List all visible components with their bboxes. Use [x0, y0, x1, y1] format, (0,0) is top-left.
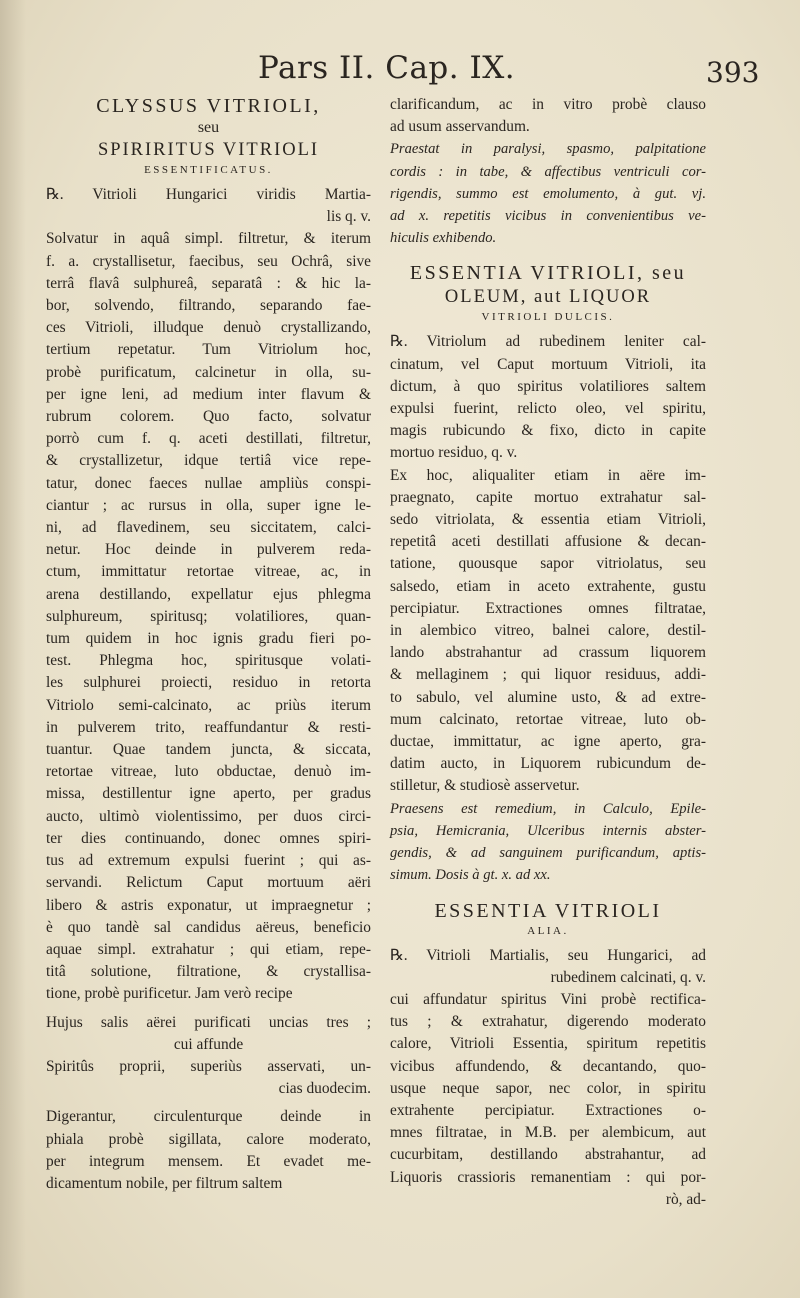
usage-note-italic — [390, 138, 706, 249]
text-line: sulphureum, spiritusq; volatiliores, quan- — [46, 607, 371, 625]
text-line: titâ solutione, filtratione, & crystallisa- — [46, 963, 371, 981]
text-line: cui affunde — [173, 1035, 244, 1053]
text-line: mortuo residuo, q. v. — [390, 444, 518, 462]
text-line: aquae simpl. extrahatur ; qui etiam, repe- — [46, 940, 371, 958]
text-line: aucto, ultimò violentissimo, per duos circi- — [46, 807, 371, 825]
section-subtitle-spiritus: SPIRIRITUS VITRIOLI — [97, 140, 320, 160]
text-line: in pulverem trito, reaffundantur & resti- — [46, 718, 371, 736]
section-subtitle-dulcis: VITRIOLI DULCIS. — [481, 311, 615, 324]
right-column — [390, 94, 706, 1211]
essentia-body-text — [390, 331, 706, 797]
text-line: terrâ flavâ sulphureâ, separatâ : & hic la- — [46, 274, 371, 292]
text-line: rò, ad- — [665, 1190, 706, 1208]
text-line: f. a. crystallisetur, faecibus, seu Ochrâ, sive — [46, 252, 371, 270]
text-line: porrò cum f. q. aceti destillati, filtretur, — [46, 430, 371, 448]
text-line: retortae vitreae, luto obductae, denuò im- — [46, 763, 371, 781]
text-line: per integrum mensem. Et evadet me- — [46, 1152, 371, 1170]
text-line: gendis, & ad sanguinem purificandum, aptis- — [390, 845, 706, 862]
text-line: ctum, immittatur retortae vitreae, ac, in — [46, 563, 371, 581]
text-line: ductae, immittatur, ac igne aperto, gra- — [390, 733, 706, 751]
text-line: salsedo, etiam in aceto extrahente, gustu — [390, 577, 706, 595]
section-title-essentia-alia: ESSENTIA VITRIOLI — [434, 899, 662, 922]
title-connector: seu — [197, 119, 220, 136]
alia-body-text — [390, 945, 706, 1211]
text-line: percipiatur. Extractiones omnes filtratae, — [390, 599, 706, 617]
text-line: cucurbitam, destillando abstrahantur, ad — [390, 1146, 706, 1164]
text-line: & mellaginem ; qui liquor residuus, addi- — [390, 666, 706, 684]
text-line: les sulphurei proiecti, residuo in retorta — [46, 674, 371, 692]
text-line: ℞. Vitrioli Hungarici viridis Martia- — [46, 186, 371, 203]
text-line: Vitriolo semi-calcinato, ac priùs iterum — [46, 696, 371, 714]
left-column — [46, 94, 371, 1195]
text-line: phiala probè sigillata, calore moderato, — [46, 1130, 371, 1148]
text-line: praegnato, capite mortuo extrahatur sal- — [390, 488, 706, 506]
text-line: per igne leni, ad medium inter flavum & — [46, 385, 371, 403]
text-line: rubedinem calcinati, q. v. — [550, 968, 706, 986]
text-line: tuantur. Quae tandem juncta, & siccata, — [46, 741, 371, 759]
text-line: Liquoris crassioris remanentiam : qui por- — [390, 1168, 706, 1186]
text-line: stilletur, & studiosè asservetur. — [390, 777, 580, 795]
left-body-text — [46, 184, 371, 1006]
text-line: tatione, quousque sapor vitriolatus, seu — [390, 555, 706, 573]
text-line: Spiritûs proprii, superiùs asservati, un- — [46, 1057, 371, 1075]
running-head: Pars II. Cap. IX. — [258, 50, 516, 86]
continuation-text — [390, 94, 706, 138]
text-line: Praestat in paralysi, spasmo, palpitatione — [390, 141, 706, 158]
text-line: to sabulo, vel alumine usto, & ad extre- — [390, 688, 706, 706]
text-line: ad x. repetitis vicibus in convenientibus ve- — [390, 208, 706, 225]
text-line: è quo tandè sal candidus aëreus, beneficio — [46, 918, 371, 936]
text-line: simum. Dosis à gt. x. ad xx. — [390, 867, 551, 884]
section-title-clyssus: CLYSSUS VITRIOLI, — [96, 95, 321, 117]
text-line: cordis : in tabe, & affectibus ventriculi cor- — [390, 163, 706, 180]
remedy-note-italic — [390, 798, 706, 887]
text-line: netur. Hoc deinde in pulverem reda- — [46, 541, 371, 559]
section-subtitle-oleum: OLEUM, aut LIQUOR — [444, 287, 652, 308]
text-line: sedo vitriolata, & essentia etiam Vitrioli, — [390, 511, 706, 529]
text-line: ℞. Vitrioli Martialis, seu Hungarici, ad — [390, 946, 706, 964]
text-line: tum quidem in hoc ignis gradu fieri po- — [46, 630, 371, 648]
text-line: bor, solvendo, filtrando, separando fae- — [46, 297, 371, 315]
recipe-block — [46, 1012, 371, 1101]
text-line: probè purificatum, calcinetur in olla, su- — [46, 363, 371, 381]
text-line: mum calcinato, retortae vitreae, luto ob- — [390, 710, 706, 728]
text-line: missa, destillentur igne aperto, per gradus — [46, 785, 371, 803]
text-line: vicibus affundendo, & decantando, quo- — [390, 1057, 706, 1075]
text-line: ni, ad flavedinem, seu siccitatem, calci- — [46, 519, 371, 537]
text-line: Solvatur in aquâ simpl. filtretur, & iterum — [46, 230, 371, 248]
text-line: magis rubicundo & fixo, dicto in capite — [390, 422, 706, 440]
text-line: ciantur ; ac rursus in olla, super igne le- — [46, 496, 371, 514]
text-line: dicamentum nobile, per filtrum saltem — [46, 1174, 283, 1192]
section-title-essentia: ESSENTIA VITRIOLI, seu — [409, 262, 687, 285]
text-line: lando abstrahantur ad crassum liquorem — [390, 644, 706, 662]
text-line: psia, Hemicrania, Ulceribus internis abster- — [390, 822, 706, 839]
text-line: cinatum, vel Caput mortuum Vitrioli, ita — [390, 355, 706, 373]
text-line: datim aucto, in Liquorem rubicundum de- — [390, 755, 706, 773]
text-line: ces Vitrioli, illudque denuò crystallizando, — [46, 319, 371, 337]
text-line: in alembico vitreo, balnei calore, destil- — [390, 622, 706, 640]
text-line: cias duodecim. — [278, 1080, 371, 1098]
text-line: Ex hoc, aliqualiter etiam in aëre im- — [390, 466, 706, 484]
section-subtitle-alia: ALIA. — [527, 924, 569, 937]
closing-paragraph — [46, 1106, 371, 1195]
text-line: ad usum asservandum. — [390, 118, 530, 136]
text-line: lis q. v. — [326, 208, 371, 226]
text-line: cui affundatur spiritus Vini probè rectifica- — [390, 990, 706, 1008]
text-line: Hujus salis aërei purificati uncias tres ; — [46, 1013, 371, 1031]
text-line: tertium repetatur. Tum Vitriolum hoc, — [46, 341, 371, 359]
text-line: tus ad extremum expulsi fuerint ; qui as- — [46, 852, 371, 870]
page-header — [0, 50, 800, 100]
text-line: ℞. Vitriolum ad rubedinem leniter cal- — [390, 333, 706, 351]
text-line: tus ; & extrahatur, digerendo moderato — [390, 1013, 706, 1031]
text-line: test. Phlegma hoc, spiritusque volati- — [46, 652, 371, 670]
text-line: rigendis, summo est emolumento, à gut. vj. — [390, 185, 706, 202]
text-line: repetitâ aceti destillati affusione & decan- — [390, 533, 706, 551]
text-line: libero & astris exponatur, ut impraegnetur ; — [46, 896, 371, 914]
text-line: Digerantur, circulenturque deinde in — [46, 1108, 371, 1126]
text-line: Praesens est remedium, in Calculo, Epile- — [390, 800, 706, 817]
text-line: rubrum colorem. Quo facto, solvatur — [46, 408, 371, 426]
text-line: calore, Vitrioli Essentia, spiritum repetitis — [390, 1035, 706, 1053]
text-line: tione, probè purificetur. Jam verò recipe — [46, 985, 293, 1003]
text-line: usque neque sapor, nec color, in spiritu — [390, 1079, 706, 1097]
text-line: mnes filtratae, in M.B. per alembicum, aut — [390, 1124, 706, 1142]
text-line: ter dies continuando, donec omnes spiri- — [46, 829, 371, 847]
page-gutter-shadow — [0, 0, 26, 1298]
page-number: 393 — [706, 56, 760, 89]
text-line: dictum, à quo spiritus volatiliores saltem — [390, 377, 706, 395]
section-subtitle-small: ESSENTIFICATUS. — [144, 164, 273, 176]
text-line: arena destillando, expellatur ejus phlegma — [46, 585, 371, 603]
text-line: hiculis exhibendo. — [390, 230, 497, 247]
text-line: expulsi fuerint, relicto oleo, vel spiritu, — [390, 400, 706, 418]
text-line: extrahente percipiatur. Extractiones o- — [390, 1101, 706, 1119]
text-line: clarificandum, ac in vitro probè clauso — [390, 96, 706, 113]
text-line: & crystallizetur, idque tertiâ vice repe- — [46, 452, 371, 470]
text-line: tatur, donec faeces nullae ampliùs conspi- — [46, 474, 371, 492]
text-line: servandi. Relictum Caput mortuum aëri — [46, 874, 371, 892]
